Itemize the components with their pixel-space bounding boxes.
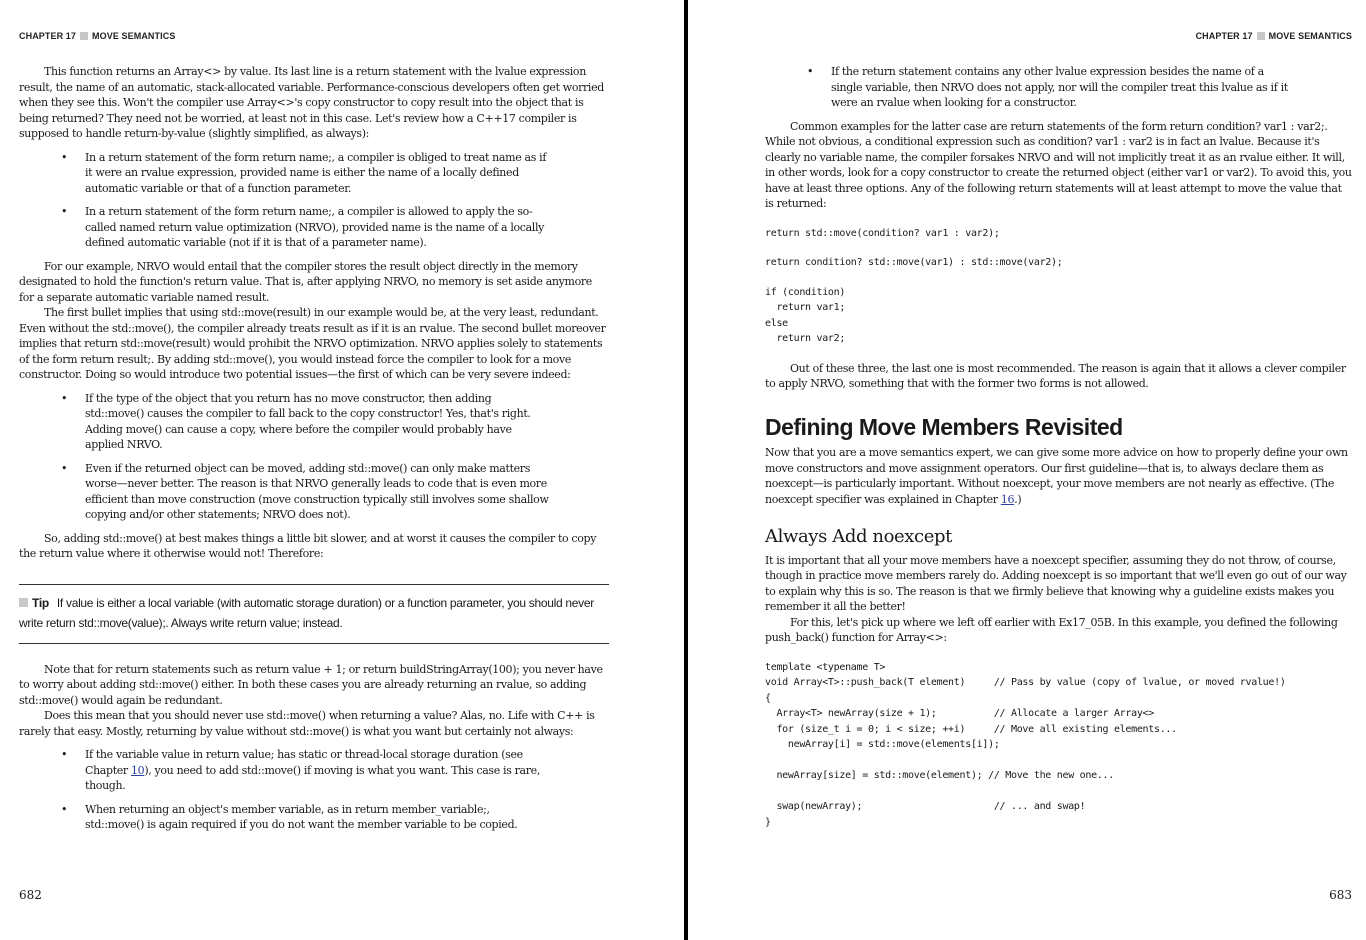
- paragraph: Common examples for the latter case are return statements of the form return condition? var1 : var2;. While not obvious, a conditional expression such as condition? var1 : var2 is in fact an lvalue. Because it's clearly no variable name, the compiler forsakes NRVO and will not implicitly treat it as an rvalue either. It will, in other words, look for a copy constructor to create the returned object (either var1 or var2). To avoid this, you have at least three options. Any of the following return statements will at least attempt to move the value that is returned:: [765, 119, 1352, 210]
- bullet-icon: •: [61, 205, 68, 218]
- chapter-10-link[interactable]: 10: [131, 763, 145, 777]
- code-block: [765, 660, 1353, 831]
- list-item: [19, 150, 609, 197]
- section-heading: Defining Move Members Revisited: [765, 413, 1123, 440]
- code-block: [765, 226, 1353, 242]
- right-body: [765, 64, 1353, 844]
- right-header-chapter: CHAPTER 17: [1195, 31, 1253, 41]
- paragraph: Does this mean that you should never use std::move() when returning a value? Alas, no. Life with C++ is rarely that easy. Mostly, returning by value without std::move() is what you want but certainly not always:: [19, 709, 595, 738]
- subsection-heading: Always Add noexcept: [765, 526, 952, 547]
- bullet-icon: •: [61, 748, 68, 761]
- tip-square-icon: [19, 598, 28, 607]
- bullet-icon: •: [61, 461, 68, 475]
- code-block: [765, 255, 1353, 271]
- left-body: [19, 64, 609, 841]
- bullet-icon: •: [61, 802, 68, 816]
- paragraph: It is important that all your move members have a noexcept specifier, assuming they do not throw, of course, though in practice move members rarely do. Adding noexcept is so important that we'll even go out of our way to explain why this is so. The reason is that we firmly believe that knowing why a guideline exists makes you remember it all the better!: [765, 553, 1347, 613]
- left-page-number: 682: [19, 888, 42, 902]
- list-item-text: When returning an object's member variable, as in return member_variable;, std::move() is again required if you do not want the member variable to be copied.: [85, 802, 518, 831]
- bullet-icon: •: [61, 391, 68, 405]
- code-block: [765, 285, 1353, 347]
- paragraph: [765, 445, 1353, 507]
- bullet-icon: •: [807, 65, 814, 78]
- paragraph-text: Now that you are a move semantics expert, we can give some more advice on how to properly define your own move constructors and move assignment operators. Our first guideline—that is, to always declare them as noexcept—is particularly important. Without noexcept, your move members are not nearly as effective. (The noexcept specifier was explained in Chapter: [765, 446, 1348, 506]
- list-item-text: ), you need to add std::move() if moving is what you want. This case is rare, though.: [85, 763, 540, 792]
- list-item-text: If the type of the object that you return has no move constructor, then adding std::move() causes the compiler to fall back to the copy constructor! Yes, that's right. Adding move() can cause a copy, where before the compiler would probably have applied NRVO.: [85, 391, 531, 451]
- left-header-chapter: CHAPTER 17: [19, 31, 77, 41]
- right-running-header: [1196, 31, 1352, 41]
- code-listing: template <typename T> void Array<T>::push_back(T element) // Pass by value (copy of lvalue, or moved rvalue!) { Array<T> newArray(size + 1); // Allocate a larger Array<> for (size_t i = 0; i < size; ++i) // Move all existing elements... newArray[i] = std::move(elements[i]); newArray[size] = std::move(element); // Move the new one... swap(newArray); // ... and swap! }: [765, 661, 1286, 828]
- list-item-text: Even if the returned object can be moved, adding std::move() can only make matters worse—never better. The reason is that NRVO generally leads to code that is even more efficient than move construction (move construction typically still involves some shallow copying and/or other statements; NRVO does not).: [85, 461, 549, 521]
- right-header-title: MOVE SEMANTICS: [1268, 31, 1352, 41]
- left-header-title: MOVE SEMANTICS: [92, 31, 176, 41]
- list-item-text: In a return statement of the form return name;, a compiler is allowed to apply the so-called named return value optimization (NRVO), provided name is the name of a locally defined automatic variable (not if it is that of a parameter name).: [85, 205, 545, 249]
- paragraph: The first bullet implies that using std::move(result) in our example would be, at the very least, redundant. Even without the std::move(), the compiler already treats result as if it is an rvalue. The second bullet moreover implies that return std::move(result) would prohibit the NRVO optimization. NRVO applies solely to statements of the form return result;. By adding std::move(), you would instead force the compiler to look for a move constructor. Doing so would introduce two potential issues—the first of which can be very severe indeed:: [19, 306, 606, 381]
- left-running-header: [19, 31, 175, 41]
- tip-box: [19, 584, 609, 644]
- paragraph: This function returns an Array<> by value. Its last line is a return statement with the lvalue expression result, the name of an automatic, stack-allocated variable. Performance-conscious developers often get worried when they see this. Won't the compiler use Array<>'s copy constructor to copy result into the object that is being returned? They need not be worried, at least not in this case. Let's review how a C++17 compiler is supposed to handle return-by-value (slightly simplified, as always):: [19, 65, 604, 140]
- right-page-number: 683: [1329, 888, 1352, 902]
- header-square-icon: [1257, 32, 1265, 40]
- chapter-16-link[interactable]: 16: [1000, 492, 1015, 506]
- code-listing: if (condition) return var1; else return var2;: [765, 286, 846, 344]
- paragraph: For this, let's pick up where we left off earlier with Ex17_05B. In this example, you defined the following push_back() function for Array<>:: [765, 615, 1338, 644]
- list-item: [19, 802, 609, 833]
- code-listing: return condition? std::move(var1) : std::move(var2);: [765, 257, 1063, 268]
- tip-text: If value is either a local variable (with automatic storage duration) or a function parameter, you should never write return std::move(value);. Always write return value; instead.: [19, 595, 594, 630]
- list-item-text: If the return statement contains any other lvalue expression besides the name of a single variable, then NRVO does not apply, nor will the compiler treat this lvalue as if it were an rvalue when looking for a constructor.: [831, 65, 1288, 109]
- list-item: [765, 64, 1353, 111]
- list-item-text: If the variable value in return value; has static or thread-local storage duration (see Chapter: [85, 748, 523, 777]
- list-item: [19, 747, 609, 794]
- list-item: [19, 461, 609, 523]
- paragraph: Note that for return statements such as return value + 1; or return buildStringArray(100); you never have to worry about adding std::move() either. In both these cases you are already returning an rvalue, so adding std::move() would again be redundant.: [19, 662, 603, 707]
- list-item: [19, 391, 609, 453]
- list-item: [19, 204, 609, 251]
- paragraph: So, adding std::move() at best makes things a little bit slower, and at worst it causes the compiler to copy the return value where it otherwise would not! Therefore:: [19, 531, 597, 560]
- code-listing: return std::move(condition? var1 : var2);: [765, 227, 1000, 239]
- bullet-icon: •: [61, 150, 68, 164]
- list-item-text: In a return statement of the form return name;, a compiler is obliged to treat name as if it were an rvalue expression, provided name is either the name of a locally defined automatic variable or that of a function parameter.: [85, 150, 547, 195]
- paragraph: Out of these three, the last one is most recommended. The reason is again that it allows a clever compiler to apply NRVO, something that with the former two forms is not allowed.: [765, 361, 1346, 390]
- paragraph-text: .): [1014, 492, 1022, 506]
- tip-label: Tip: [32, 595, 49, 610]
- paragraph: For our example, NRVO would entail that the compiler stores the result object directly in the memory designated to hold the function's return value. That is, after applying NRVO, no memory is set aside anymore for a separate automatic variable named result.: [19, 259, 592, 304]
- header-square-icon: [80, 32, 88, 40]
